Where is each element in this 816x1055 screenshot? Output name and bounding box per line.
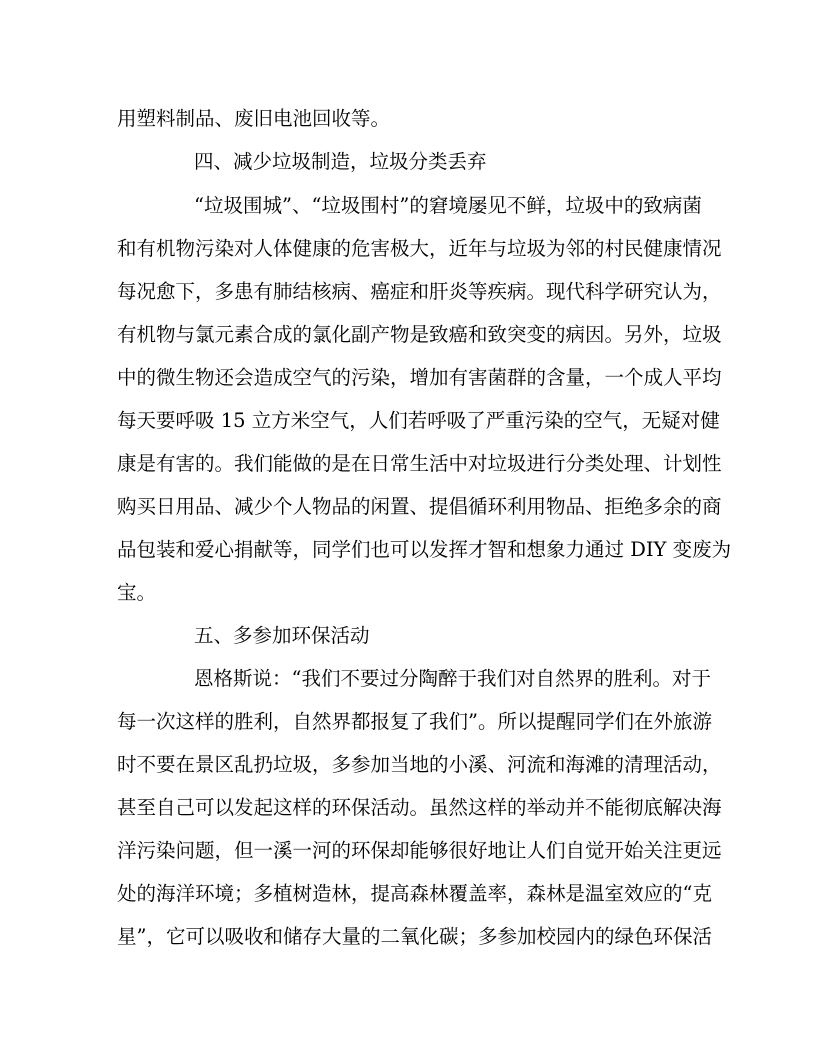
paragraph-line: 每天要呼吸 15 立方米空气，人们若呼吸了严重污染的空气，无疑对健 (117, 409, 720, 432)
paragraph-line: 甚至自己可以发起这样的环保活动。虽然这样的举动并不能彻底解决海 (117, 796, 722, 819)
paragraph-line: 处的海洋环境；多植树造林，提高森林覆盖率，森林是温室效应的“克 (117, 882, 712, 905)
paragraph-line: “垃圾围城”、“垃圾围村”的窘境屡见不鲜，垃圾中的致病菌 (194, 194, 702, 217)
paragraph-line: 洋污染问题，但一溪一河的环保却能够很好地让人们自觉开始关注更远 (117, 839, 722, 862)
paragraph-line: 星”，它可以吸收和储存大量的二氧化碳；多参加校园内的绿色环保活 (117, 925, 712, 948)
paragraph-line: 宝。 (117, 581, 157, 604)
paragraph-line: 时不要在景区乱扔垃圾，多参加当地的小溪、河流和海滩的清理活动， (117, 753, 722, 776)
paragraph-line: 每况愈下，多患有肺结核病、癌症和肝炎等疾病。现代科学研究认为， (117, 280, 722, 303)
paragraph-line: 品包装和爱心捐献等，同学们也可以发挥才智和想象力通过 DIY 变废为 (117, 538, 732, 561)
section-heading-4: 四、减少垃圾制造，垃圾分类丢弃 (194, 150, 487, 173)
paragraph-line: 每一次这样的胜利，自然界都报复了我们”。所以提醒同学们在外旅游 (117, 710, 712, 733)
paragraph-line: 恩格斯说：“我们不要过分陶醉于我们对自然界的胜利。对于 (194, 667, 711, 690)
body-text-line: 用塑料制品、废旧电池回收等。 (117, 107, 391, 130)
paragraph-line: 康是有害的。我们能做的是在日常生活中对垃圾进行分类处理、计划性 (117, 452, 722, 475)
paragraph-line: 有机物与氯元素合成的氯化副产物是致癌和致突变的病因。另外，垃圾 (117, 323, 722, 346)
paragraph-line: 购买日用品、减少个人物品的闲置、提倡循环利用物品、拒绝多余的商 (117, 495, 722, 518)
paragraph-line: 和有机物污染对人体健康的危害极大，近年与垃圾为邻的村民健康情况 (117, 237, 722, 260)
section-heading-5: 五、多参加环保活动 (194, 624, 370, 647)
paragraph-line: 中的微生物还会造成空气的污染，增加有害菌群的含量，一个成人平均 (117, 366, 722, 389)
